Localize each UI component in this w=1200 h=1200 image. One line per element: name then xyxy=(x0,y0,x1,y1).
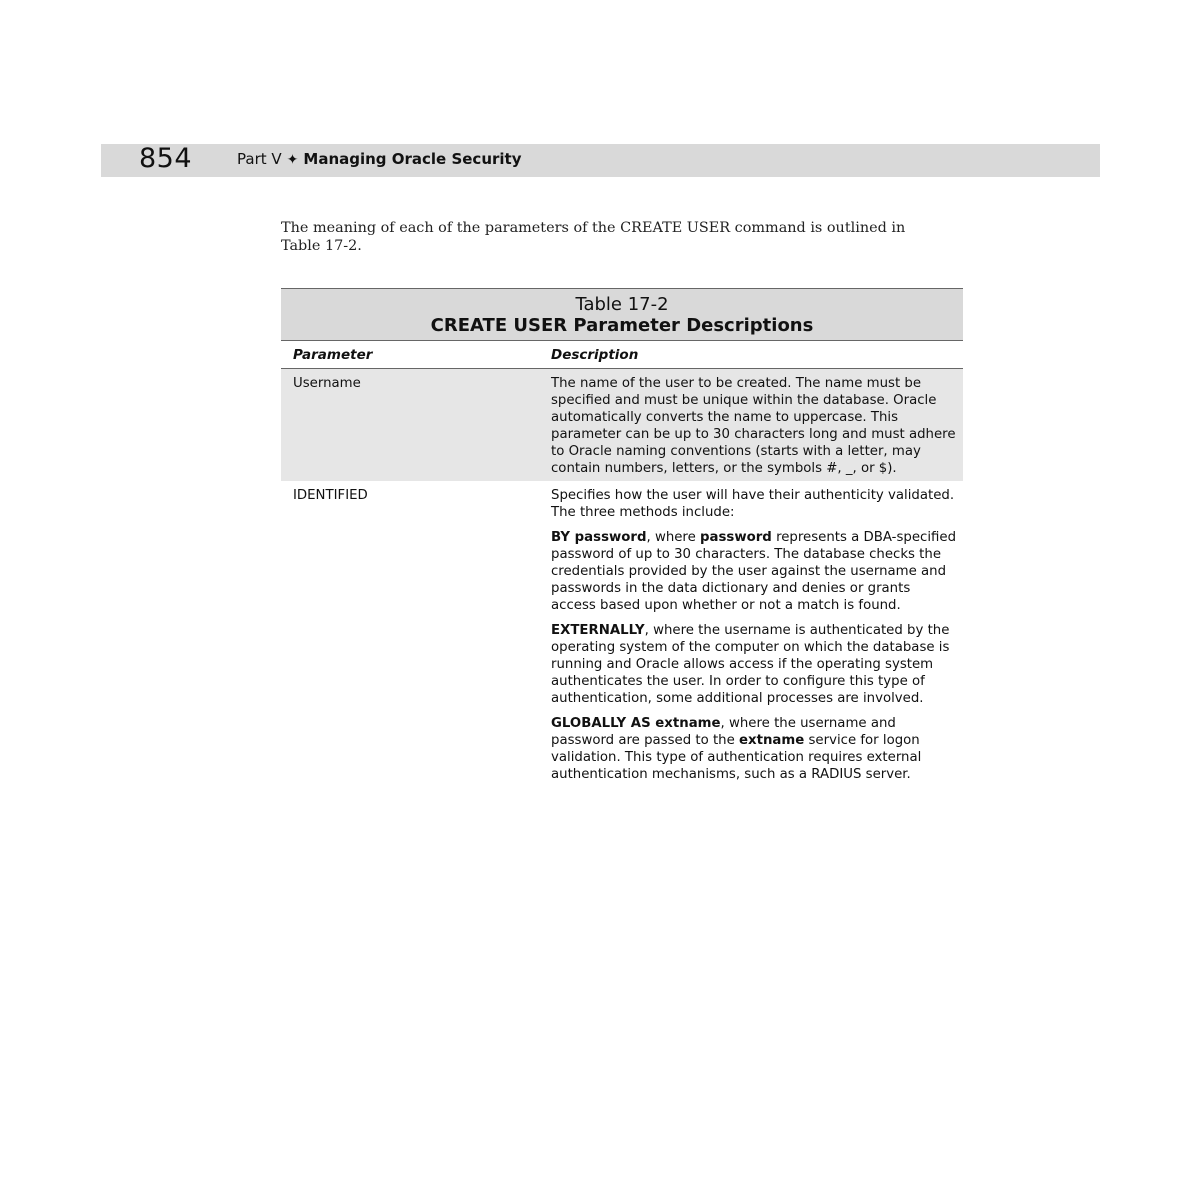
column-header-parameter: Parameter xyxy=(293,347,373,363)
page-number: 854 xyxy=(139,143,193,174)
table-row xyxy=(281,369,963,481)
description-text: The name of the user to be created. The name must be specified and must be unique within the database. Oracle automatically converts the name to uppercase. This parameter can be up to 30 characters long and must adhere to Oracle naming conventions (starts with a letter, may contain numbers, letters, or the symbols #, _, or $). xyxy=(551,376,956,476)
method-term: password xyxy=(700,530,772,545)
parameter-table xyxy=(281,288,963,787)
table-header-row xyxy=(281,341,963,369)
intro-line-1: The meaning of each of the parameters of the CREATE USER command is outlined in xyxy=(281,220,906,236)
intro-paragraph xyxy=(281,219,971,255)
table-row xyxy=(281,481,963,787)
table-title: CREATE USER Parameter Descriptions xyxy=(430,315,814,336)
intro-line-2: Table 17-2. xyxy=(281,238,362,254)
diamond-separator-icon: ✦ xyxy=(286,152,299,168)
description-intro: Specifies how the user will have their authenticity validated. The three methods include: xyxy=(551,488,955,520)
method-by-password: BY password, where password represents a DBA-specified password of up to 30 characters. The database checks the credentials provided by the user against the username and passwords in the data dictionary and denies or grants access based upon whether or not a match is found. xyxy=(551,530,957,613)
parameter-cell: IDENTIFIED xyxy=(293,488,368,503)
part-label xyxy=(237,151,522,168)
description-cell xyxy=(551,481,956,787)
column-header-description: Description xyxy=(551,347,639,363)
running-header xyxy=(101,144,1100,177)
method-globally: GLOBALLY AS extname, where the username and password are passed to the extname service for logon validation. This type of authentication requires external authentication mechanisms, such as a RADIUS server. xyxy=(551,716,922,782)
method-term: BY password xyxy=(551,530,647,545)
method-term: extname xyxy=(739,733,805,748)
method-term: GLOBALLY AS extname xyxy=(551,716,721,731)
part-name: Part V xyxy=(237,150,282,168)
chapter-title: Managing Oracle Security xyxy=(303,150,522,168)
table-number: Table 17-2 xyxy=(575,294,669,315)
method-externally: EXTERNALLY, where the username is authenticated by the operating system of the computer on which the database is running and Oracle allows access if the operating system authenticates the user. In order to configure this type of authentication, some additional processes are involved. xyxy=(551,623,950,706)
method-term: EXTERNALLY xyxy=(551,623,645,638)
description-cell xyxy=(551,369,956,481)
parameter-cell: Username xyxy=(293,376,361,391)
table-caption xyxy=(281,288,963,341)
